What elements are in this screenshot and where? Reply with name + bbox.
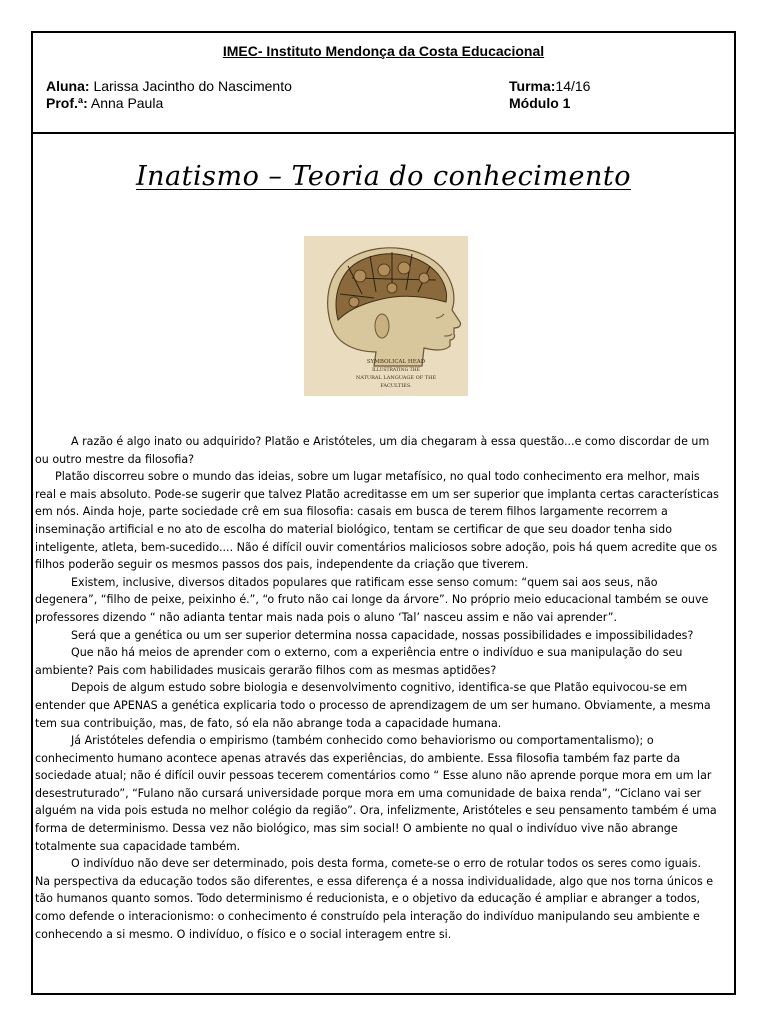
illustration-caption-1: SYMBOLICAL HEAD	[366, 359, 426, 365]
paragraph-2: Platão discorreu sobre o mundo das ideias, sobre um lugar metafísico, no qual todo conhecimento era melhor, mais real e mais absoluto. Pode-se sugerir que talvez Platão acreditasse em um ser superior que implanta certas características em nós. Ainda hoje, parte sociedade crê em sua filosofia: casais em busca de terem filhos largamente recorrem a inseminação artificial e no ato de escolha do material biológico, tentam se certificar de que seu doador tenha sido inteligente, atleta, bem-sucedido.... Não é difícil ouvir comentários maliciosos sobre adoção, pois há quem acredite que os filhos poderão seguir os mesmos passos dos pais, independente da criação que tiverem.	[35, 470, 719, 572]
school-name: IMEC- Instituto Mendonça da Costa Educacional	[222, 43, 545, 59]
illustration-caption-2: ILLUSTRATING THE	[372, 368, 420, 373]
paragraph-1: A razão é algo inato ou adquirido? Platão e Aristóteles, um dia chegaram à essa questão...e como discordar de um ou outro mestre da filosofia?	[35, 435, 710, 466]
teacher-label: Prof.ª:	[46, 95, 88, 111]
paragraph-8: O indivíduo não deve ser determinado, pois desta forma, comete-se o erro de rotular todos os seres como iguais. Na perspectiva da educação todos são diferentes, e essa diferença é a nossa individualidade, algo que nos torna únicos e tão humanos quanto somos. Todo determinismo é reducionista, e o objetivo da educação é ampliar e abranger a todos, como defende o interacionismo: o conhecimento é construído pela interação do indivíduo manipulando seu ambiente e conhecendo a si mesmo. O indivíduo, o físico e o social interagem entre si.	[35, 857, 714, 941]
paragraph-4: Será que a genética ou um ser superior determina nossa capacidade, nossas possibilidades e impossibilidades?	[71, 628, 694, 642]
document-title	[33, 161, 734, 192]
phrenology-head-illustration	[304, 236, 468, 396]
illustration-caption-4: FACULTIES.	[380, 383, 412, 389]
class-label: Turma:	[509, 78, 556, 94]
title-text: Inatismo – Teoria do conhecimento	[136, 161, 631, 192]
document-frame	[31, 31, 736, 995]
document-header	[33, 33, 734, 134]
teacher-name: Anna Paula	[87, 95, 164, 111]
teacher-line	[46, 95, 163, 111]
student-name: Larissa Jacintho do Nascimento	[89, 78, 292, 94]
paragraph-3: Existem, inclusive, diversos ditados populares que ratificam esse senso comum: “quem sai aos seus, não degenera”, “filho de peixe, peixinho é.”, “o fruto não cai longe da árvore”. No próprio meio educacional também se ouve professores dizendo “ não adianta tentar mais nada pois o aluno ‘Tal’ nasceu assim e não vai aprender”.	[35, 575, 709, 624]
essay-body	[35, 433, 719, 943]
student-label: Aluna:	[46, 78, 90, 94]
paragraph-5: Que não há meios de aprender com o externo, com a experiência entre o indivíduo e sua manipulação do seu ambiente? Pais com habilidades musicais gerarão filhos com as mesmas aptidões?	[35, 646, 683, 677]
module-label: Módulo 1	[509, 95, 571, 111]
paragraph-7: Já Aristóteles defendia o empirismo (também conhecido como behaviorismo ou comportamentalismo); o conhecimento humano acontece apenas através das experiências, do ambiente. Essa filosofia também faz parte da sociedade atual; não é difícil ouvir pessoas tecerem comentários como “ Esse aluno não aprende porque mora em um lar desestruturado”, “Fulano não cursará universidade porque mora em uma comunidade de baixa renda”, “Ciclano vai ser alguém na vida pois estuda no melhor colégio da região”. Ora, infelizmente, Aristóteles e seu pensamento também é uma forma de determinismo. Dessa vez não biológico, mas sim social! O ambiente no qual o indivíduo vive não abrange totalmente sua capacidade também.	[35, 734, 717, 853]
class-value: 14/16	[555, 78, 591, 94]
paragraph-6: Depois de algum estudo sobre biologia e desenvolvimento cognitivo, identifica-se que Platão equivocou-se em entender que APENAS a genética explicaria todo o processo de aprendizagem de um ser humano. Obviamente, a mesma tem sua contribuição, mas, de fato, só ela não abrange toda a capacidade humana.	[35, 681, 711, 730]
class-line	[509, 78, 590, 94]
illustration-caption-3: NATURAL LANGUAGE OF THE	[355, 375, 437, 381]
student-line	[46, 78, 292, 94]
